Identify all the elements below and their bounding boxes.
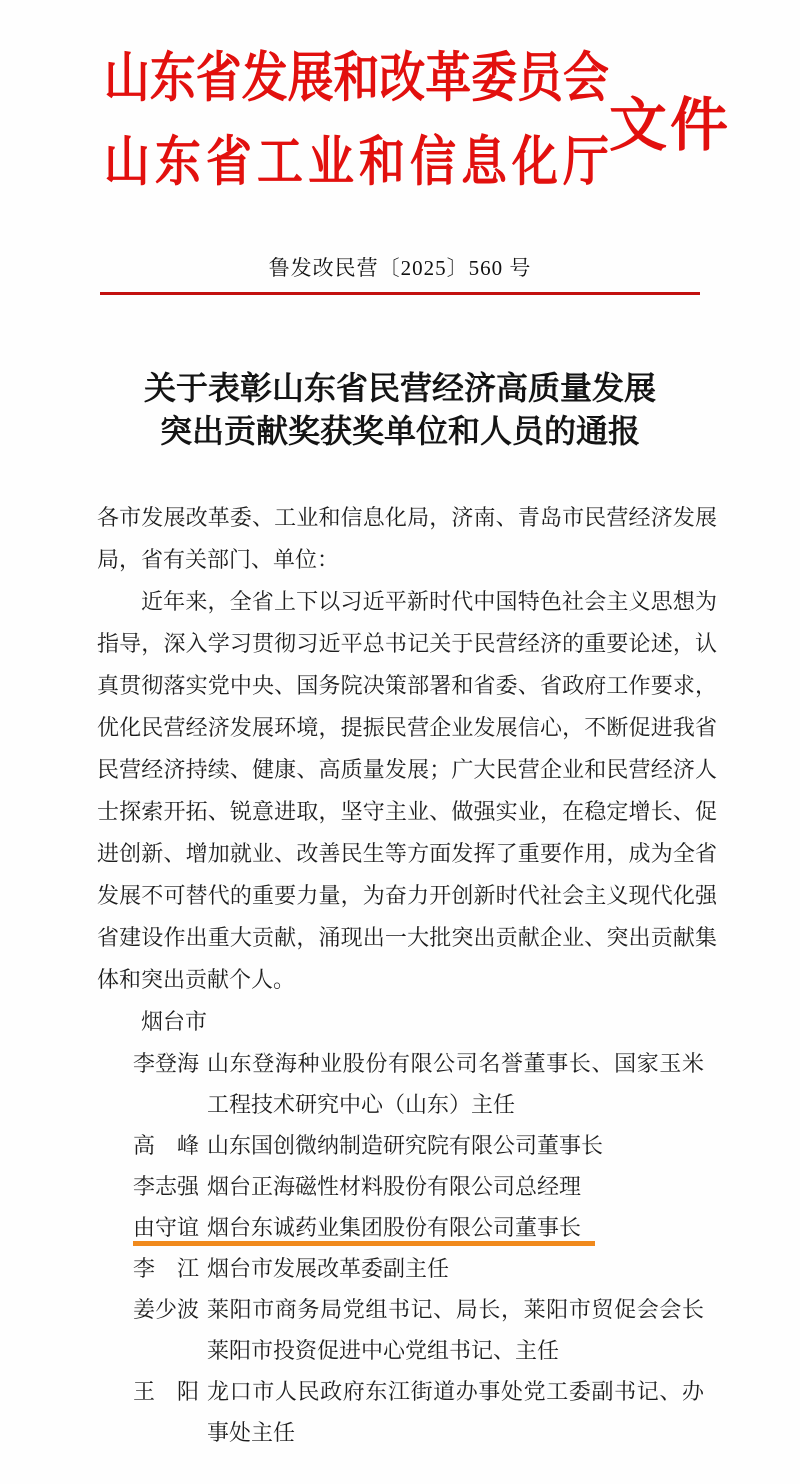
agency-name-line-1: 山东省发展和改革委员会 — [104, 48, 609, 108]
salutation: 各市发展改革委、工业和信息化局，济南、青岛市民营经济发展局，省有关部门、单位： — [97, 505, 717, 572]
document-body — [97, 497, 717, 1453]
agency-name-line-2: 山东省工业和信息化厅 — [104, 132, 614, 192]
awardee-name: 王 阳 — [133, 1379, 200, 1404]
awardee-entry — [133, 1371, 717, 1453]
awardee-name: 李登海 — [133, 1051, 200, 1076]
awardee-entry-highlighted — [133, 1207, 717, 1248]
document-number: 鲁发改民营〔2025〕560 号 — [268, 256, 532, 280]
title-line-1: 关于表彰山东省民营经济高质量发展 — [143, 370, 656, 406]
awardee-entry — [133, 1289, 717, 1371]
awardee-entry — [133, 1166, 717, 1207]
awardee-name: 由守谊 — [133, 1215, 200, 1240]
highlight-underline — [133, 1241, 595, 1246]
awardee-description: 烟台东诚药业集团股份有限公司董事长 — [207, 1215, 582, 1240]
awardee-name: 李志强 — [133, 1174, 200, 1199]
awardee-description: 龙口市人民政府东江街道办事处党工委副书记、办事处主任 — [207, 1379, 704, 1445]
awardee-description: 莱阳市商务局党组书记、局长，莱阳市贸促会会长莱阳市投资促进中心党组书记、主任 — [207, 1297, 704, 1363]
city-section-label: 烟台市 — [141, 1009, 208, 1034]
document-title — [0, 367, 800, 453]
body-paragraph: 近年来，全省上下以习近平新时代中国特色社会主义思想为指导，深入学习贯彻习近平总书记关于民营经济的重要论述，认真贯彻落实党中央、国务院决策部署和省委、省政府工作要求，优化民营经济发展环境，提振民营企业发展信心，不断促进我省民营经济持续、健康、高质量发展；广大民营企业和民营经济人士探索开拓、锐意进取，坚守主业、做强实业，在稳定增长、促进创新、增加就业、改善民生等方面发挥了重要作用，成为全省发展不可替代的重要力量，为奋力开创新时代社会主义现代化强省建设作出重大贡献，涌现出一大批突出贡献企业、突出贡献集体和突出贡献个人。 — [97, 589, 717, 992]
awardee-description: 烟台市发展改革委副主任 — [207, 1256, 450, 1281]
awardee-list — [133, 1043, 717, 1453]
awardee-entry — [133, 1043, 717, 1125]
title-line-2: 突出贡献奖获奖单位和人员的通报 — [159, 413, 640, 449]
red-separator-rule — [100, 292, 700, 295]
awardee-description: 山东国创微纳制造研究院有限公司董事长 — [207, 1133, 604, 1158]
awardee-name: 姜少波 — [133, 1297, 200, 1322]
issuing-agencies — [104, 36, 614, 204]
awardee-entry — [133, 1125, 717, 1166]
awardee-name: 李 江 — [133, 1256, 200, 1281]
document-type-label: 文件 — [609, 93, 732, 158]
awardee-entry — [133, 1248, 717, 1289]
document-letterhead — [0, 0, 800, 204]
awardee-description: 山东登海种业股份有限公司名誉董事长、国家玉米工程技术研究中心（山东）主任 — [207, 1051, 704, 1117]
awardee-description: 烟台正海磁性材料股份有限公司总经理 — [207, 1174, 582, 1199]
awardee-name: 高 峰 — [133, 1133, 200, 1158]
